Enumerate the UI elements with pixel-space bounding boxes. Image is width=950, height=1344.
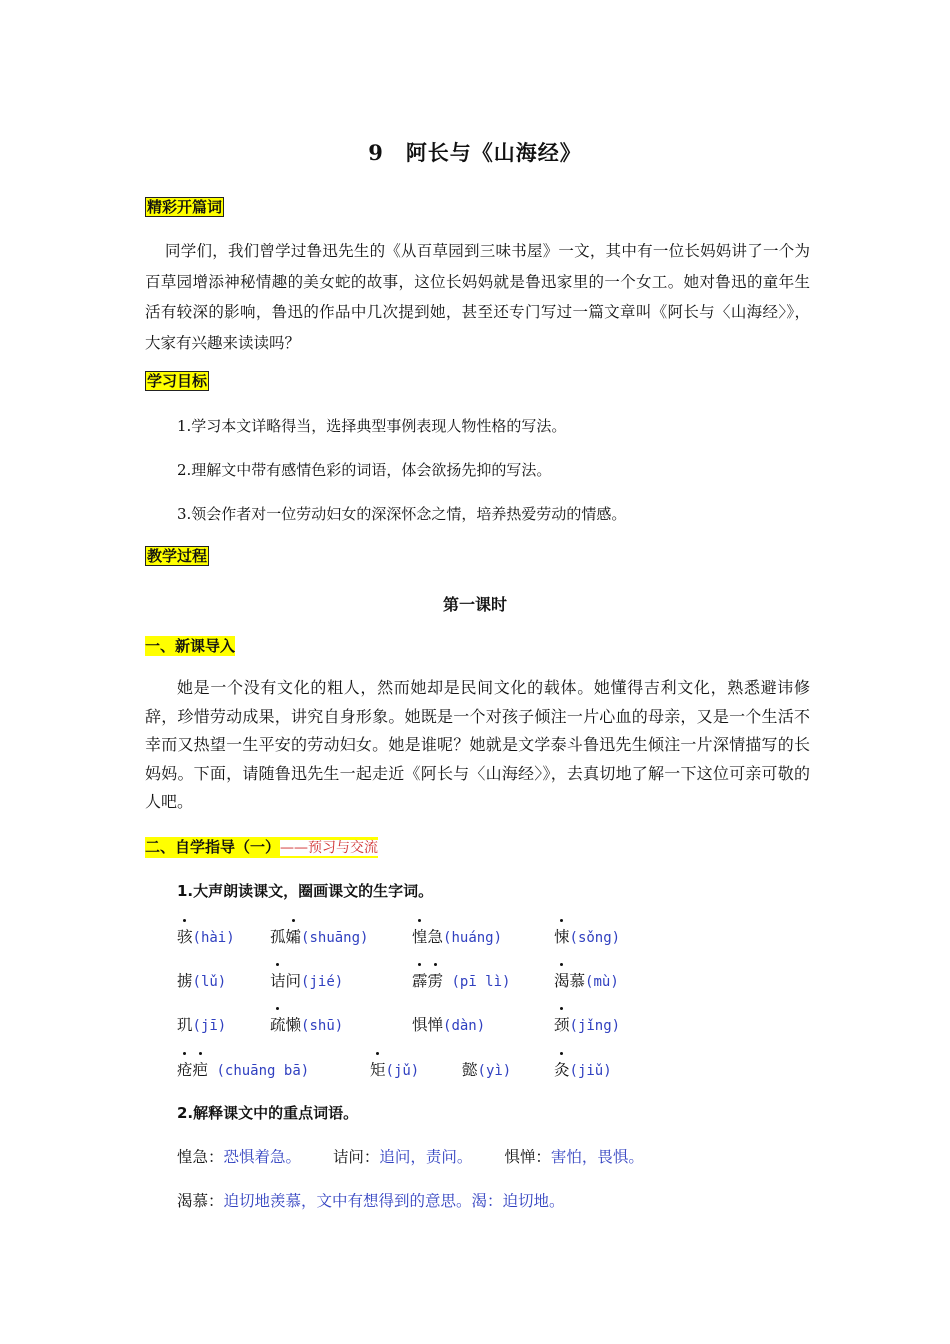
vocab-pinyin: (shū) — [301, 1018, 344, 1034]
vocab-word — [412, 925, 502, 947]
vocab-dotted-chars — [370, 1061, 386, 1079]
vocab-dotted-char: 霹 — [412, 969, 428, 991]
vocab-char: 惧惮 — [412, 1016, 444, 1034]
vocab-dotted-char: 疏 — [270, 1013, 286, 1035]
vocab-dotted-char: 悚 — [554, 925, 570, 947]
vocab-dotted-char: 矩 — [370, 1058, 386, 1080]
vocab-word — [554, 969, 619, 991]
vocab-char: 懿 — [462, 1061, 478, 1079]
vocab-pinyin: (dàn) — [443, 1018, 486, 1034]
definitions-row-2 — [177, 1189, 565, 1211]
def-term: 惧惮： — [504, 1148, 551, 1166]
vocab-char: 掳 — [177, 972, 193, 990]
vocab-pinyin: (jǐng) — [569, 1018, 621, 1034]
vocab-char: 急 — [427, 928, 444, 946]
vocab-word — [177, 925, 235, 947]
vocab-word — [554, 1013, 620, 1035]
vocab-dotted-chars — [412, 928, 428, 946]
vocab-pinyin: (huáng) — [443, 930, 503, 946]
vocab-word — [462, 1058, 511, 1080]
vocab-char: 玑 — [177, 1016, 193, 1034]
intro-heading: 精彩开篇词 — [147, 198, 223, 216]
vocab-char: 问 — [285, 972, 302, 990]
vocab-dotted-chars — [270, 1016, 286, 1034]
section-1-paragraph: 她是一个没有文化的粗人，然而她却是民间文化的载体。她懂得吉利文化，熟悉避讳修辞，珍惜劳动成果，讲究自身形象。她既是一个对孩子倾注一片心血的母亲，又是一个生活不幸而又热望一生平安的劳动妇女。她是谁呢？她就是文学泰斗鲁迅先生倾注一片深情描写的长妈妈。下面，请随鲁迅先生一起走近《阿长与〈山海经〉》，去真切地了解一下这位可亲可敬的人吧。 — [145, 678, 810, 812]
vocab-pinyin: (jǔ) — [385, 1063, 420, 1079]
lesson-title: 第一课时 — [442, 595, 507, 614]
vocab-dotted-char: 疤 — [193, 1058, 209, 1080]
intro-heading-wrap — [145, 197, 224, 217]
vocab-dotted-char: 疮 — [177, 1058, 193, 1080]
vocab-word — [270, 925, 368, 947]
intro-paragraph: 同学们，我们曾学过鲁迅先生的《从百草园到三味书屋》一文，其中有一位长妈妈讲了一个为百草园增添神秘情趣的美女蛇的故事，这位长妈妈就是鲁迅家里的一个女工。她对鲁迅的童年生活有较深的影响，鲁迅的作品中几次提到她，甚至还专门写过一篇文章叫《阿长与〈山海经〉》，大家有兴趣来读读吗？ — [145, 242, 810, 352]
goals-heading-wrap — [145, 371, 209, 391]
chapter-number: 9 — [368, 140, 384, 165]
vocab-word — [554, 925, 620, 947]
vocab-pinyin: (jī) — [192, 1018, 227, 1034]
vocab-word — [370, 1058, 419, 1080]
def-term: 渴慕： — [177, 1192, 224, 1210]
vocab-dotted-char: 灸 — [554, 1058, 570, 1080]
vocab-char: 慕 — [569, 972, 586, 990]
vocab-dotted-chars — [554, 972, 570, 990]
task-2: 2.解释课文中的重点词语。 — [177, 1104, 359, 1122]
goal-item-2: 2.理解文中带有感情色彩的词语，体会欲扬先抑的写法。 — [177, 461, 552, 479]
definitions-row-1 — [177, 1145, 644, 1167]
vocab-dotted-chars — [286, 928, 302, 946]
def-term: 惶急： — [177, 1148, 224, 1166]
vocab-pinyin: (jié) — [301, 974, 344, 990]
section-1-heading: 一、新课导入 — [145, 637, 236, 655]
def-term: 诘问： — [332, 1148, 380, 1166]
vocab-dotted-chars — [554, 1061, 570, 1079]
vocab-word — [177, 1013, 226, 1035]
task-1: 1.大声朗读课文，圈画课文的生字词。 — [177, 882, 434, 900]
vocab-word — [412, 1013, 485, 1035]
vocab-pinyin: (yì) — [477, 1063, 512, 1079]
section-2-note: ——预习与交流 — [280, 840, 379, 856]
vocab-pinyin: (lǔ) — [192, 974, 227, 990]
chapter-title: 阿长与《山海经》 — [405, 140, 582, 165]
vocab-dotted-char: 诘 — [270, 969, 286, 991]
vocab-pinyin: (pī lì) — [443, 974, 511, 990]
vocab-dotted-chars — [554, 928, 570, 946]
def-meaning: 迫切地羡慕，文中有想得到的意思。渴：迫切地。 — [223, 1192, 565, 1210]
vocab-word — [270, 1013, 343, 1035]
goal-item-3: 3.领会作者对一位劳动妇女的深深怀念之情，培养热爱劳动的情感。 — [177, 505, 627, 523]
section-2-heading: 二、自学指导（一） — [145, 838, 281, 856]
vocab-dotted-char: 渴 — [554, 969, 570, 991]
goal-item-1: 1.学习本文详略得当，选择典型事例表现人物性格的写法。 — [177, 417, 567, 435]
vocab-dotted-chars — [177, 928, 193, 946]
section-2-heading-wrap — [145, 837, 378, 858]
process-heading-wrap — [145, 546, 209, 566]
vocab-dotted-char: 颈 — [554, 1013, 570, 1035]
vocab-char: 孤 — [270, 928, 286, 946]
vocab-pinyin: (shuāng) — [301, 930, 369, 946]
vocab-word — [177, 1058, 309, 1080]
vocab-dotted-char: 雳 — [428, 969, 444, 991]
def-meaning: 恐惧着急。 — [223, 1148, 302, 1166]
vocab-dotted-char: 惶 — [412, 925, 428, 947]
def-meaning: 害怕，畏惧。 — [550, 1148, 644, 1166]
def-meaning: 追问，责问。 — [379, 1148, 473, 1166]
vocab-dotted-chars — [554, 1016, 570, 1034]
vocab-pinyin: (sǒng) — [569, 930, 621, 946]
vocab-dotted-chars — [412, 972, 443, 990]
vocab-word — [412, 969, 510, 991]
goals-heading: 学习目标 — [147, 372, 208, 390]
page-title — [0, 137, 950, 167]
vocab-word — [554, 1058, 612, 1080]
vocab-pinyin: (chuāng bā) — [208, 1063, 310, 1079]
vocab-dotted-char: 孀 — [286, 925, 302, 947]
vocab-pinyin: (mù) — [585, 974, 619, 990]
vocab-word — [270, 969, 343, 991]
vocab-pinyin: (jiǔ) — [569, 1063, 612, 1079]
vocab-dotted-chars — [177, 1061, 208, 1079]
process-heading: 教学过程 — [147, 547, 208, 565]
vocab-char: 懒 — [285, 1016, 302, 1034]
vocab-pinyin: (hài) — [192, 930, 235, 946]
vocab-dotted-chars — [270, 972, 286, 990]
vocab-word — [177, 969, 226, 991]
vocab-dotted-char: 骇 — [177, 925, 193, 947]
